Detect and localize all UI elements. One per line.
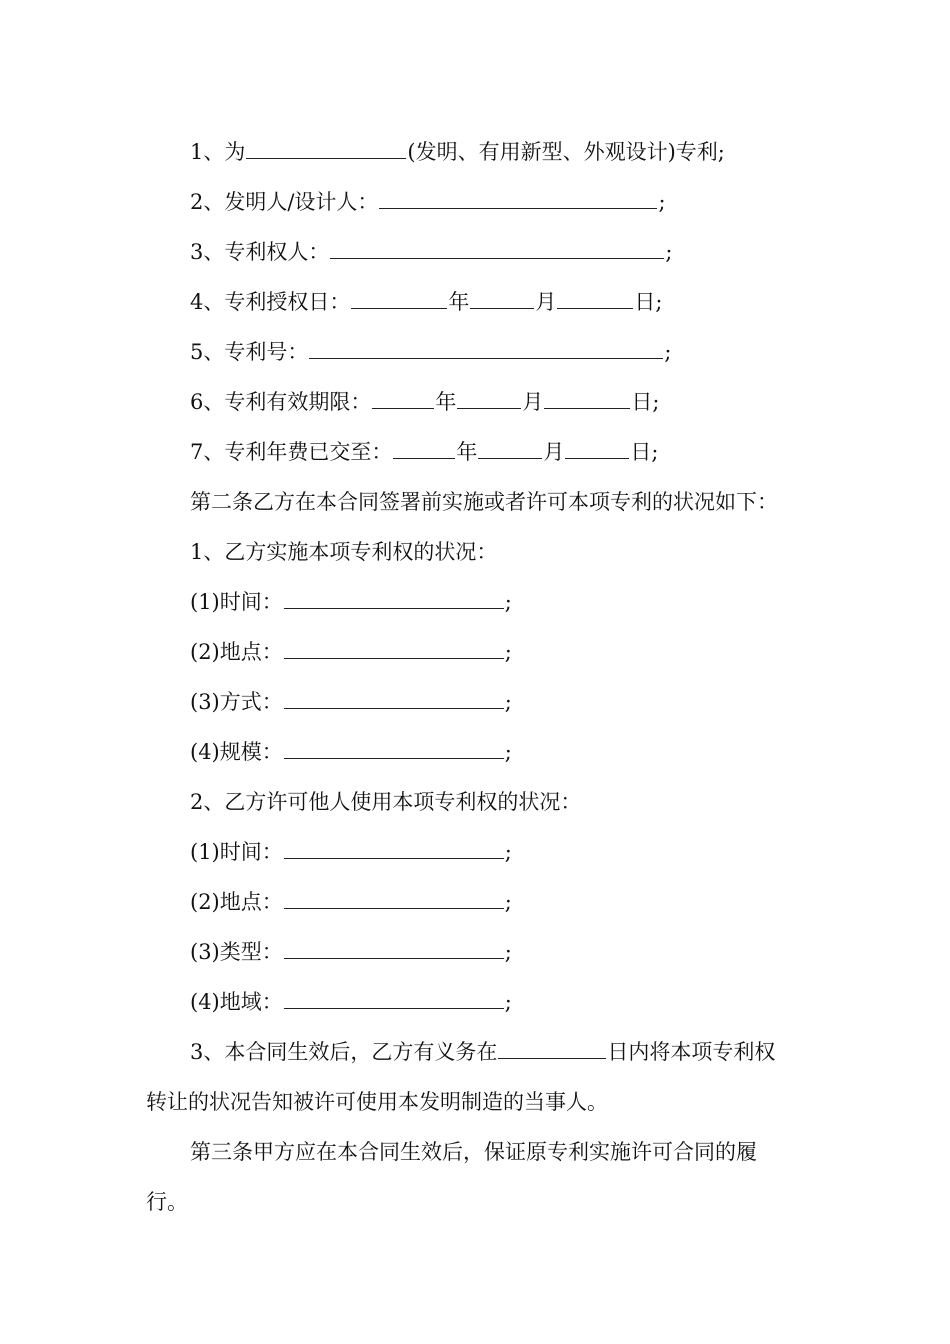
license-place-blank[interactable] bbox=[284, 889, 504, 909]
license-place-line bbox=[190, 887, 512, 917]
patentee-label: 3、专利权人： bbox=[190, 240, 330, 264]
patent-number-label: 5、专利号： bbox=[190, 340, 309, 364]
license-time-line bbox=[190, 837, 512, 867]
annual-fee-day-unit: 日; bbox=[630, 440, 659, 464]
patentee-blank[interactable] bbox=[330, 239, 664, 259]
grant-year-unit: 年 bbox=[448, 290, 470, 314]
license-type-label: (3)类型： bbox=[190, 940, 283, 964]
license-region-end: ; bbox=[504, 990, 512, 1014]
self-time-label: (1)时间： bbox=[190, 590, 283, 614]
self-method-blank[interactable] bbox=[284, 689, 504, 709]
license-heading: 2、乙方许可他人使用本项专利权的状况： bbox=[190, 790, 582, 814]
patentee-line bbox=[190, 237, 672, 267]
obligation-days-blank[interactable] bbox=[498, 1039, 606, 1059]
patent-type-blank[interactable] bbox=[246, 139, 406, 159]
self-scale-end: ; bbox=[504, 740, 512, 764]
self-scale-line bbox=[190, 737, 512, 767]
inventor-end: ; bbox=[658, 190, 666, 214]
obligation-text-end: 日内将本项专利权 bbox=[607, 1040, 776, 1064]
self-place-line bbox=[190, 637, 512, 667]
license-time-label: (1)时间： bbox=[190, 840, 283, 864]
validity-line bbox=[190, 387, 659, 417]
license-time-end: ; bbox=[504, 840, 512, 864]
validity-month-unit: 月 bbox=[522, 390, 544, 414]
inventor-label: 2、发明人/设计人： bbox=[190, 190, 379, 214]
license-type-blank[interactable] bbox=[284, 939, 504, 959]
grant-day-unit: 日; bbox=[634, 290, 663, 314]
self-place-end: ; bbox=[504, 640, 512, 664]
self-method-end: ; bbox=[504, 690, 512, 714]
self-method-line bbox=[190, 687, 512, 717]
inventor-blank[interactable] bbox=[379, 189, 657, 209]
inventor-line bbox=[190, 187, 666, 217]
license-type-end: ; bbox=[504, 940, 512, 964]
self-implementation-heading: 1、乙方实施本项专利权的状况： bbox=[190, 540, 498, 564]
self-place-blank[interactable] bbox=[284, 639, 504, 659]
license-region-label: (4)地域： bbox=[190, 990, 283, 1014]
patent-type-label: 1、为 bbox=[190, 140, 246, 164]
annual-fee-month-unit: 月 bbox=[543, 440, 565, 464]
annual-fee-label: 7、专利年费已交至： bbox=[190, 440, 393, 464]
article-three-continuation: 行。 bbox=[146, 1190, 188, 1214]
self-time-line bbox=[190, 587, 512, 617]
article-three-text: 第三条甲方应在本合同生效后，保证原专利实施许可合同的履 bbox=[190, 1140, 757, 1164]
grant-month-blank[interactable] bbox=[470, 289, 534, 309]
validity-month-blank[interactable] bbox=[457, 389, 521, 409]
patentee-end: ; bbox=[665, 240, 673, 264]
self-scale-blank[interactable] bbox=[284, 739, 504, 759]
self-place-label: (2)地点： bbox=[190, 640, 283, 664]
self-time-end: ; bbox=[504, 590, 512, 614]
self-method-label: (3)方式： bbox=[190, 690, 283, 714]
patent-type-line bbox=[190, 137, 725, 167]
grant-day-blank[interactable] bbox=[557, 289, 633, 309]
grant-month-unit: 月 bbox=[535, 290, 557, 314]
license-type-line bbox=[190, 937, 512, 967]
license-region-line bbox=[190, 987, 512, 1017]
annual-fee-day-blank[interactable] bbox=[565, 439, 629, 459]
obligation-text: 3、本合同生效后，乙方有义务在 bbox=[190, 1040, 498, 1064]
obligation-line bbox=[190, 1037, 775, 1067]
grant-year-blank[interactable] bbox=[351, 289, 447, 309]
annual-fee-line bbox=[190, 437, 658, 467]
license-time-blank[interactable] bbox=[284, 839, 504, 859]
self-scale-label: (4)规模： bbox=[190, 740, 283, 764]
annual-fee-month-blank[interactable] bbox=[478, 439, 542, 459]
validity-year-unit: 年 bbox=[435, 390, 457, 414]
patent-number-blank[interactable] bbox=[309, 339, 663, 359]
patent-type-suffix: (发明、有用新型、外观设计)专利; bbox=[407, 140, 725, 164]
license-region-blank[interactable] bbox=[284, 989, 504, 1009]
annual-fee-year-blank[interactable] bbox=[393, 439, 455, 459]
validity-day-unit: 日; bbox=[631, 390, 660, 414]
article-two-heading: 第二条乙方在本合同签署前实施或者许可本项专利的状况如下： bbox=[190, 490, 778, 514]
validity-day-blank[interactable] bbox=[544, 389, 630, 409]
validity-label: 6、专利有效期限： bbox=[190, 390, 372, 414]
license-place-end: ; bbox=[504, 890, 512, 914]
self-time-blank[interactable] bbox=[284, 589, 504, 609]
obligation-continuation: 转让的状况告知被许可使用本发明制造的当事人。 bbox=[146, 1090, 608, 1114]
grant-date-line bbox=[190, 287, 662, 317]
validity-year-blank[interactable] bbox=[372, 389, 434, 409]
grant-date-label: 4、专利授权日： bbox=[190, 290, 351, 314]
patent-number-line bbox=[190, 337, 671, 367]
patent-number-end: ; bbox=[664, 340, 672, 364]
annual-fee-year-unit: 年 bbox=[456, 440, 478, 464]
license-place-label: (2)地点： bbox=[190, 890, 283, 914]
